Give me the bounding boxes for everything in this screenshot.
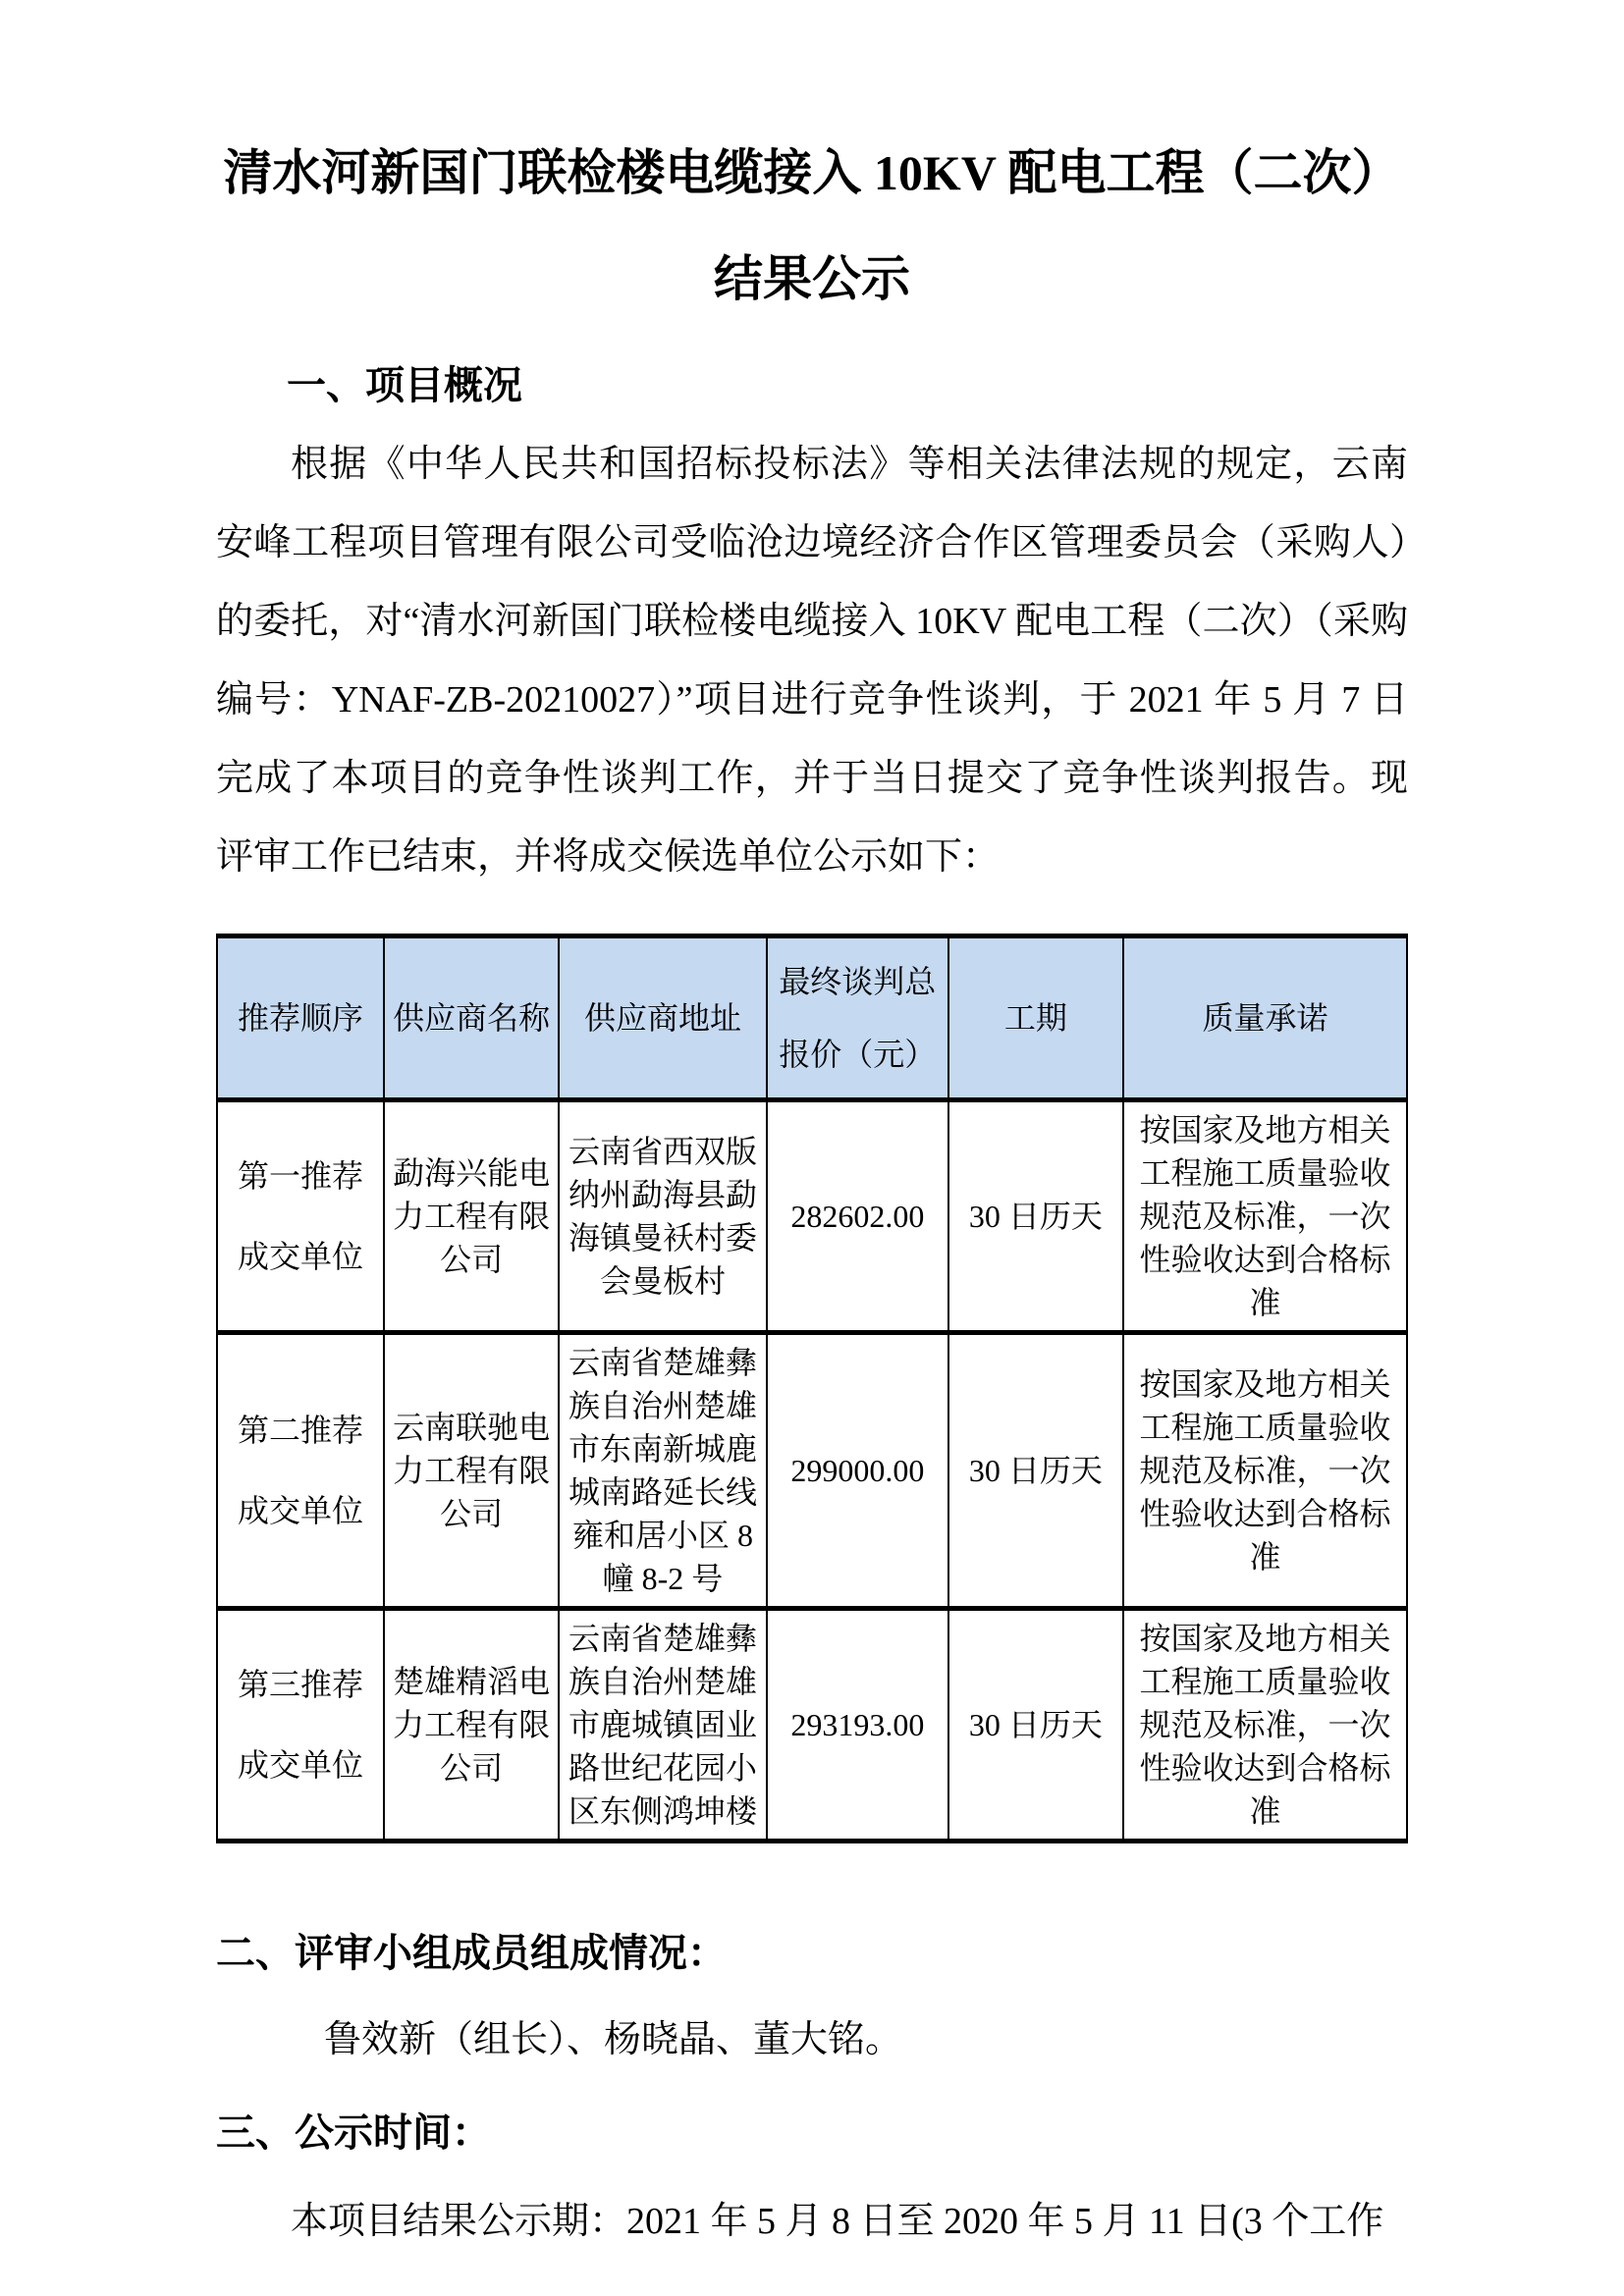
cell-rank-3 — [217, 1609, 384, 1842]
table-row — [217, 1609, 1407, 1842]
cell-quality-3: 按国家及地方相关工程施工质量验收规范及标准，一次性验收达到合格标准 — [1123, 1609, 1407, 1842]
table-row — [217, 1333, 1407, 1609]
cell-duration-1: 30 日历天 — [948, 1100, 1123, 1333]
header-row — [217, 936, 1407, 1100]
header-cell-address: 供应商地址 — [559, 936, 767, 1100]
rank-line-2: 成交单位 — [238, 1493, 364, 1528]
cell-price-1: 282602.00 — [767, 1100, 948, 1333]
section3-content: 本项目结果公示期：2021 年 5 月 8 日至 2020 年 5 月 11 日(3 个工作 — [291, 2201, 1384, 2243]
cell-price-3: 293193.00 — [767, 1609, 948, 1842]
cell-price-2: 299000.00 — [767, 1333, 948, 1609]
cell-address-3: 云南省楚雄彝族自治州楚雄市鹿城镇固业路世纪花园小区东侧鸿坤楼 — [559, 1609, 767, 1842]
document-title — [216, 145, 1408, 307]
cell-address-1: 云南省西双版纳州勐海县勐海镇曼袄村委会曼板村 — [559, 1100, 767, 1333]
cell-supplier-2: 云南联驰电力工程有限公司 — [384, 1333, 559, 1609]
rank-line-2: 成交单位 — [238, 1747, 364, 1783]
section2-content: 鲁效新（组长）、杨晓晶、董大铭。 — [324, 2019, 903, 2060]
document-title-line2: 结果公示 — [714, 250, 910, 306]
document-title-line1: 清水河新国门联检楼电缆接入 10KV 配电工程（二次） — [223, 145, 1401, 200]
header-cell-rank: 推荐顺序 — [217, 936, 384, 1100]
header-cell-quality: 质量承诺 — [1123, 936, 1407, 1100]
header-cell-duration: 工期 — [948, 936, 1123, 1100]
cell-supplier-3: 楚雄精滔电力工程有限公司 — [384, 1609, 559, 1842]
result-table-header — [217, 936, 1407, 1100]
section1-paragraph: 根据《中华人民共和国招标投标法》等相关法律法规的规定，云南安峰工程项目管理有限公司受临沧边境经济合作区管理委员会（采购人）的委托，对“清水河新国门联检楼电缆接入 10KV 配电工程（二次）（采购编号：YNAF-ZB-20210027）”项目进行竞争性谈判，于 2021 年 5 月 7 日完成了本项目的竞争性谈判工作，并于当日提交了竞争性谈判报告。现评审工作已结束，并将成交候选单位公示如下： — [216, 444, 1408, 878]
cell-address-2: 云南省楚雄彝族自治州楚雄市东南新城鹿城南路延长线雍和居小区 8 幢 8-2 号 — [559, 1333, 767, 1609]
cell-duration-2: 30 日历天 — [948, 1333, 1123, 1609]
table-row — [217, 1100, 1407, 1333]
rank-line-1: 第一推荐 — [238, 1158, 364, 1194]
section3-heading: 三、公示时间： — [216, 2111, 491, 2156]
cell-rank-2 — [217, 1333, 384, 1609]
rank-line-2: 成交单位 — [238, 1239, 364, 1274]
cell-rank-1 — [217, 1100, 384, 1333]
section2-heading: 二、评审小组成员组成情况： — [216, 1932, 727, 1975]
cell-quality-2: 按国家及地方相关工程施工质量验收规范及标准，一次性验收达到合格标准 — [1123, 1333, 1407, 1609]
cell-quality-1: 按国家及地方相关工程施工质量验收规范及标准，一次性验收达到合格标准 — [1123, 1100, 1407, 1333]
header-cell-supplier: 供应商名称 — [384, 936, 559, 1100]
section1-heading: 一、项目概况 — [287, 364, 522, 407]
rank-line-1: 第三推荐 — [238, 1667, 364, 1702]
rank-line-1: 第二推荐 — [238, 1413, 364, 1448]
cell-duration-3: 30 日历天 — [948, 1609, 1123, 1842]
result-table — [216, 934, 1408, 1843]
cell-supplier-1: 勐海兴能电力工程有限公司 — [384, 1100, 559, 1333]
header-cell-price: 最终谈判总报价（元） — [767, 936, 948, 1100]
